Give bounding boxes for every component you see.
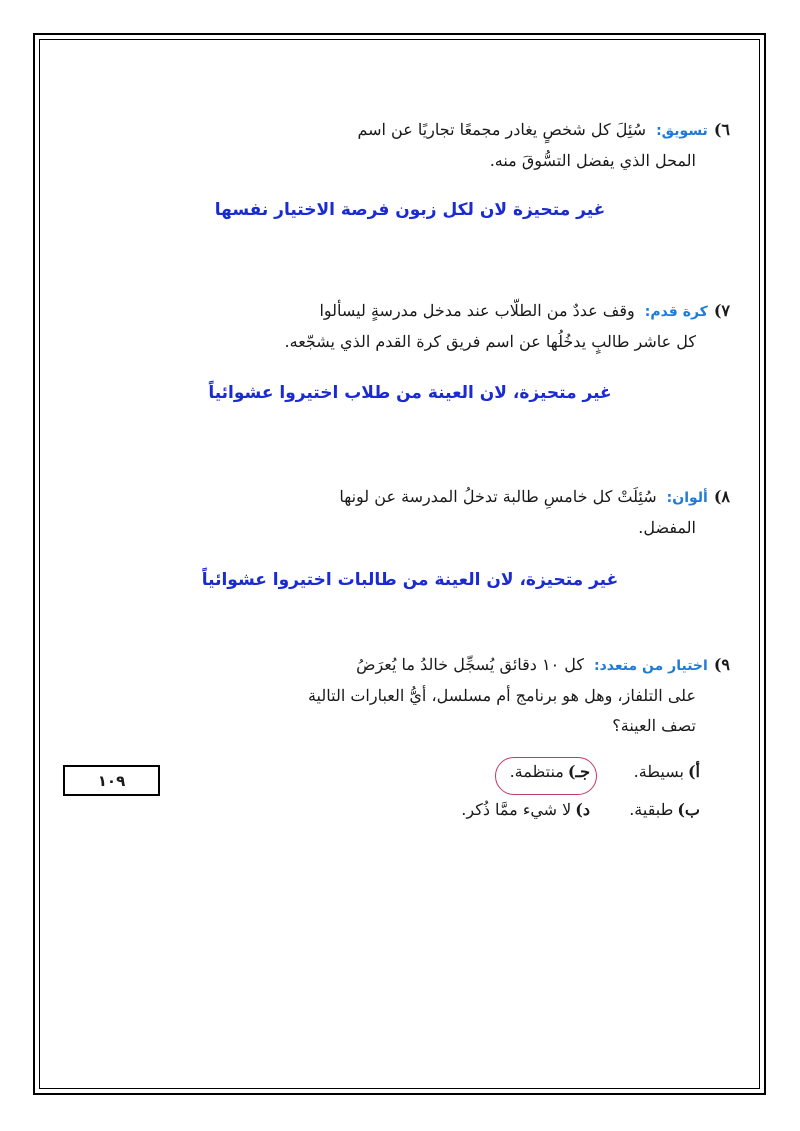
- answer-6: غير متحيزة لان لكل زبون فرصة الاختيار نفسها: [214, 200, 606, 220]
- question-8-line-1: [110, 482, 730, 513]
- question-8-line-2: المفضل.: [638, 518, 696, 537]
- page-number: ١٠٩: [97, 771, 126, 790]
- question-9-line-2: على التلفاز، وهل هو برنامج أم مسلسل، أيُّ العبارات التالية: [307, 686, 696, 705]
- question-7-line-2: كل عاشر طالبٍ يدخُلُها عن اسم فريق كرة القدم الذي يشجّعه.: [284, 332, 696, 351]
- question-8: [110, 482, 730, 543]
- option-letter: ب): [677, 800, 700, 819]
- question-9: [90, 650, 730, 741]
- question-keyword: كرة قدم:: [644, 304, 708, 320]
- option-letter: أ): [687, 762, 700, 781]
- option-letter: د): [575, 800, 590, 819]
- question-9-line-1: [90, 650, 730, 681]
- option-b: [629, 800, 700, 819]
- question-keyword: ألوان:: [666, 490, 708, 506]
- question-keyword: تسويق:: [656, 123, 708, 139]
- page-number-box: [63, 765, 160, 796]
- question-number: ٩): [713, 655, 730, 674]
- question-text: وقف عددٌ من الطلّاب عند مدخل مدرسةٍ ليسألوا: [319, 301, 635, 320]
- option-text: طبقية.: [629, 800, 674, 819]
- page-border-inner: [39, 39, 760, 1089]
- question-7-line-1: [90, 296, 730, 327]
- option-letter: جـ): [567, 762, 590, 781]
- answer-7: غير متحيزة، لان العينة من طلاب اختيروا عشوائياً: [208, 383, 612, 403]
- question-number: ٦): [713, 120, 730, 139]
- question-6-line-1: [110, 115, 730, 146]
- question-number: ٧): [713, 301, 730, 320]
- option-text: لا شيء ممَّا ذُكر.: [461, 800, 572, 819]
- question-text: سُئِلَتْ كل خامسِ طالبة تدخلُ المدرسة عن لونها: [339, 487, 657, 506]
- option-d: [461, 800, 590, 819]
- option-a: [634, 762, 700, 781]
- option-c: [510, 762, 590, 781]
- answer-8: غير متحيزة، لان العينة من طالبات اختيروا عشوائياً: [201, 570, 619, 590]
- option-text: منتظمة.: [509, 762, 564, 781]
- question-9-line-3: تصف العينة؟: [612, 716, 696, 735]
- question-number: ٨): [713, 487, 730, 506]
- question-text: سُئِلَ كل شخصٍ يغادر مجمعًا تجاريًا عن اسم: [357, 120, 647, 139]
- question-text: كل ١٠ دقائق يُسجِّل خالدُ ما يُعرَضُ: [356, 655, 585, 674]
- question-6: [110, 115, 730, 176]
- question-7: [90, 296, 730, 357]
- option-text: بسيطة.: [633, 762, 684, 781]
- question-keyword: اختيار من متعدد:: [594, 658, 708, 674]
- question-6-line-2: المحل الذي يفضل التسُّوقَ منه.: [489, 151, 696, 170]
